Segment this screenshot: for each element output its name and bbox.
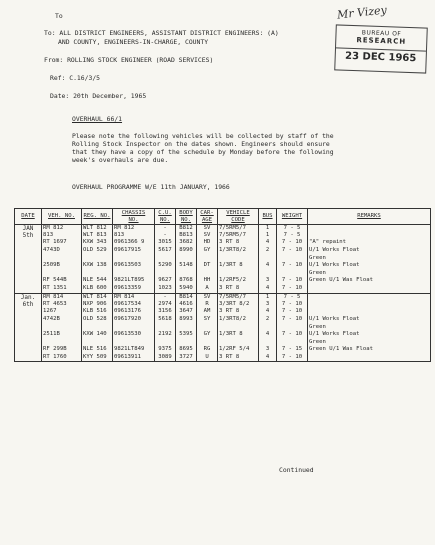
cell-chassis-no: 813	[113, 232, 155, 239]
cell-remarks: U/1 Works Float	[308, 316, 431, 324]
recipients-line-1: To: ALL DISTRICT ENGINEERS, ASSISTANT DISTRICT ENGINEERS: (A)	[44, 29, 279, 37]
cell-carriage: GY	[197, 247, 218, 255]
cell-bus: 1	[259, 225, 277, 233]
cell-cu-no: 3089	[155, 354, 176, 362]
cell-weight	[277, 339, 308, 346]
header-vehicle-code: VEHICLE CODE	[218, 209, 259, 225]
body-paragraph-line-1: Please note the following vehicles will be collected by staff of the	[72, 132, 334, 140]
cell-cu-no: -	[155, 293, 176, 301]
cell-bus: 1	[259, 232, 277, 239]
table-row	[15, 324, 431, 331]
cell-remarks	[308, 232, 431, 239]
cell-carriage: U	[197, 354, 218, 362]
cell-vehicle-no	[42, 255, 82, 262]
cell-reg-no: OLD 528	[82, 316, 113, 324]
cell-reg-no	[82, 255, 113, 262]
cell-weight	[277, 270, 308, 277]
cell-bus: 4	[259, 285, 277, 293]
cell-remarks: U/1 Works Float	[308, 331, 431, 339]
cell-body-no	[176, 339, 197, 346]
cell-chassis-no	[113, 324, 155, 331]
cell-bus	[259, 255, 277, 262]
cell-cu-no: 3015	[155, 239, 176, 247]
cell-weight: 7 - 5	[277, 232, 308, 239]
cell-body-no: 3682	[176, 239, 197, 247]
cell-remarks: "A" repaint	[308, 239, 431, 247]
cell-carriage: HD	[197, 239, 218, 247]
cell-body-no	[176, 255, 197, 262]
cell-reg-no: KLB 600	[82, 285, 113, 293]
cell-vehicle-no	[42, 324, 82, 331]
cell-chassis-no: 09613911	[113, 354, 155, 362]
table-row	[15, 346, 431, 354]
cell-cu-no: 5617	[155, 247, 176, 255]
cell-bus: 2	[259, 316, 277, 324]
cell-body-no	[176, 324, 197, 331]
cell-carriage: GY	[197, 331, 218, 339]
cell-cu-no: 3156	[155, 308, 176, 316]
cell-body-no: B813	[176, 232, 197, 239]
cell-carriage: SV	[197, 293, 218, 301]
cell-body-no: B812	[176, 225, 197, 233]
cell-bus: 4	[259, 308, 277, 316]
table-row	[15, 308, 431, 316]
table-row	[15, 316, 431, 324]
cell-chassis-no: 09613359	[113, 285, 155, 293]
cell-remarks	[308, 285, 431, 293]
cell-body-no: 8695	[176, 346, 197, 354]
stamp-line-2: RESEARCH	[356, 36, 407, 46]
cell-weight: 7 - 5	[277, 293, 308, 301]
cell-bus: 3	[259, 277, 277, 285]
programme-title: OVERHAUL PROGRAMME W/E 11th JANUARY, 1966	[72, 183, 230, 191]
cell-chassis-no: 09617534	[113, 301, 155, 308]
cell-body-no: 8990	[176, 247, 197, 255]
cell-remarks: Green	[308, 255, 431, 262]
cell-weight	[277, 255, 308, 262]
cell-carriage	[197, 324, 218, 331]
cell-reg-no	[82, 324, 113, 331]
cell-vehicle-no	[42, 339, 82, 346]
cell-weight: 7 - 5	[277, 225, 308, 233]
cell-body-no: 4616	[176, 301, 197, 308]
cell-remarks: U/1 Works Float	[308, 262, 431, 270]
cell-vehicle-code: 3 RT 8	[218, 239, 259, 247]
cell-body-no	[176, 270, 197, 277]
table-row	[15, 339, 431, 346]
table-row	[15, 354, 431, 362]
cell-carriage	[197, 255, 218, 262]
cell-chassis-no: 9821LT895	[113, 277, 155, 285]
header-vehicle-no: VEH. NO.	[42, 209, 82, 225]
to-top-label: To	[55, 12, 63, 20]
cell-bus: 3	[259, 301, 277, 308]
cell-vehicle-no: 2511B	[42, 331, 82, 339]
cell-weight: 7 - 10	[277, 354, 308, 362]
cell-weight: 7 - 10	[277, 331, 308, 339]
cell-body-no: 5148	[176, 262, 197, 270]
cell-vehicle-code: 1/3RT 8	[218, 331, 259, 339]
cell-cu-no: 1023	[155, 285, 176, 293]
cell-vehicle-no: RM 814	[42, 293, 82, 301]
cell-remarks	[308, 293, 431, 301]
cell-bus: 4	[259, 354, 277, 362]
cell-body-no: 5395	[176, 331, 197, 339]
table-row	[15, 239, 431, 247]
cell-vehicle-code: 7/5RM5/7	[218, 232, 259, 239]
cell-vehicle-no: RT 1351	[42, 285, 82, 293]
cell-vehicle-no: 4743D	[42, 247, 82, 255]
cell-carriage	[197, 339, 218, 346]
cell-vehicle-code	[218, 324, 259, 331]
body-paragraph-line-2: Rolling Stock Inspector on the dates shown. Engineers should ensure	[72, 140, 330, 148]
cell-chassis-no	[113, 339, 155, 346]
cell-weight: 7 - 10	[277, 301, 308, 308]
cell-vehicle-no: 1267	[42, 308, 82, 316]
cell-reg-no: KLB 516	[82, 308, 113, 316]
cell-chassis-no: RM 814	[113, 293, 155, 301]
cell-vehicle-no: RT 1697	[42, 239, 82, 247]
cell-carriage: R	[197, 301, 218, 308]
cell-bus: 4	[259, 331, 277, 339]
cell-vehicle-no: 813	[42, 232, 82, 239]
cell-vehicle-code: 1/3RT8/2	[218, 316, 259, 324]
table-row	[15, 232, 431, 239]
header-cu-no: C.U. NO.	[155, 209, 176, 225]
cell-vehicle-code: 7/5RM5/7	[218, 293, 259, 301]
cell-chassis-no: 09613176	[113, 308, 155, 316]
cell-bus	[259, 270, 277, 277]
recipients-line-2: AND COUNTY, ENGINEERS-IN-CHARGE, COUNTY	[58, 38, 209, 46]
cell-reg-no: NXP 906	[82, 301, 113, 308]
cell-cu-no: -	[155, 225, 176, 233]
cell-vehicle-no: RT 4653	[42, 301, 82, 308]
cell-carriage: SY	[197, 316, 218, 324]
cell-carriage: SV	[197, 225, 218, 233]
cell-remarks	[308, 308, 431, 316]
ref-line: Ref: C.16/3/5	[50, 74, 101, 82]
cell-date: Jan. 6th	[15, 293, 42, 362]
cell-remarks	[308, 225, 431, 233]
cell-chassis-no	[113, 255, 155, 262]
stamp-line-1: BUREAU OF	[361, 29, 402, 38]
cell-reg-no: NLE 544	[82, 277, 113, 285]
cell-body-no: 8993	[176, 316, 197, 324]
cell-vehicle-code	[218, 270, 259, 277]
overhaul-heading: OVERHAUL 66/1	[72, 115, 123, 123]
table-row	[15, 247, 431, 255]
cell-vehicle-code: 3 RT 8	[218, 354, 259, 362]
header-reg-no: REG. NO.	[82, 209, 113, 225]
header-weight: WEIGHT	[277, 209, 308, 225]
cell-bus: 1	[259, 293, 277, 301]
cell-reg-no: KXW 343	[82, 239, 113, 247]
cell-carriage: A	[197, 285, 218, 293]
table-row	[15, 225, 431, 233]
table-row	[15, 255, 431, 262]
cell-chassis-no: 09613503	[113, 262, 155, 270]
cell-vehicle-no: RM 812	[42, 225, 82, 233]
cell-remarks: Green	[308, 324, 431, 331]
received-stamp	[334, 24, 428, 73]
cell-vehicle-no: RT 1760	[42, 354, 82, 362]
cell-vehicle-code: 1/3RT8/2	[218, 247, 259, 255]
cell-weight: 7 - 10	[277, 262, 308, 270]
cell-bus: 4	[259, 239, 277, 247]
header-body-no: BODY NO.	[176, 209, 197, 225]
stamp-date: 23 DEC 1965	[336, 47, 426, 64]
cell-vehicle-no: 2509B	[42, 262, 82, 270]
cell-body-no: 8768	[176, 277, 197, 285]
cell-carriage: RG	[197, 346, 218, 354]
cell-body-no: 3727	[176, 354, 197, 362]
cell-remarks: U/1 Works Float	[308, 247, 431, 255]
cell-weight	[277, 324, 308, 331]
cell-reg-no: OLD 529	[82, 247, 113, 255]
cell-vehicle-no	[42, 270, 82, 277]
cell-chassis-no	[113, 270, 155, 277]
cell-reg-no	[82, 339, 113, 346]
cell-remarks: Green	[308, 270, 431, 277]
cell-bus	[259, 324, 277, 331]
header-date: DATE	[15, 209, 42, 225]
date-line: Date: 20th December, 1965	[50, 92, 147, 100]
cell-chassis-no: 09617915	[113, 247, 155, 255]
cell-weight: 7 - 10	[277, 277, 308, 285]
cell-cu-no	[155, 270, 176, 277]
cell-body-no: 3647	[176, 308, 197, 316]
header-bus: BUS	[259, 209, 277, 225]
cell-body-no: 5940	[176, 285, 197, 293]
cell-remarks	[308, 354, 431, 362]
cell-body-no: B814	[176, 293, 197, 301]
cell-cu-no: 5618	[155, 316, 176, 324]
cell-vehicle-code: 7/5RM5/7	[218, 225, 259, 233]
from-line: From: ROLLING STOCK ENGINEER (ROAD SERVICES)	[44, 56, 214, 64]
cell-cu-no	[155, 339, 176, 346]
cell-remarks: Green U/1 Was Float	[308, 277, 431, 285]
cell-vehicle-code: 1/2RF 5/4	[218, 346, 259, 354]
body-paragraph-line-4: week's overhauls are due.	[72, 156, 169, 164]
table-row	[15, 293, 431, 301]
cell-vehicle-code: 3 RT 8	[218, 308, 259, 316]
cell-bus: 2	[259, 247, 277, 255]
table-row	[15, 262, 431, 270]
cell-vehicle-code	[218, 339, 259, 346]
cell-weight: 7 - 10	[277, 239, 308, 247]
cell-cu-no: 2192	[155, 331, 176, 339]
table-row	[15, 331, 431, 339]
table-row	[15, 301, 431, 308]
handwritten-signature: Mr Vizey	[336, 3, 388, 22]
cell-cu-no: 9627	[155, 277, 176, 285]
cell-reg-no: WLT 812	[82, 225, 113, 233]
cell-vehicle-code: 3/3RT 8/2	[218, 301, 259, 308]
cell-vehicle-no: 4742B	[42, 316, 82, 324]
schedule-body	[15, 225, 431, 362]
table-row	[15, 277, 431, 285]
header-carriage: CAR- AGE	[197, 209, 218, 225]
cell-reg-no: WLT 814	[82, 293, 113, 301]
cell-chassis-no: 9821LT849	[113, 346, 155, 354]
cell-reg-no: KYY 509	[82, 354, 113, 362]
cell-vehicle-code	[218, 255, 259, 262]
cell-reg-no: NLE 516	[82, 346, 113, 354]
table-header-row	[15, 209, 431, 225]
cell-vehicle-code: 1/2RF5/2	[218, 277, 259, 285]
cell-remarks: Green	[308, 339, 431, 346]
cell-cu-no	[155, 255, 176, 262]
cell-weight: 7 - 15	[277, 346, 308, 354]
header-remarks: REMARKS	[308, 209, 431, 225]
cell-carriage: SV	[197, 232, 218, 239]
cell-cu-no: -	[155, 232, 176, 239]
cell-remarks	[308, 301, 431, 308]
cell-carriage: AM	[197, 308, 218, 316]
header-chassis-no: CHASSIS NO.	[113, 209, 155, 225]
table-row	[15, 285, 431, 293]
overhaul-schedule-table	[14, 208, 431, 362]
cell-reg-no	[82, 270, 113, 277]
cell-vehicle-no: RF 544B	[42, 277, 82, 285]
cell-chassis-no: 09617920	[113, 316, 155, 324]
cell-weight: 7 - 10	[277, 316, 308, 324]
table-row	[15, 270, 431, 277]
continued-note: Continued	[279, 466, 314, 474]
cell-vehicle-code: 1/3RT 8	[218, 262, 259, 270]
cell-reg-no: KXW 138	[82, 262, 113, 270]
cell-bus: 3	[259, 346, 277, 354]
cell-carriage: HH	[197, 277, 218, 285]
cell-remarks: Green U/1 Was Float	[308, 346, 431, 354]
cell-bus	[259, 339, 277, 346]
cell-carriage: DT	[197, 262, 218, 270]
cell-weight: 7 - 10	[277, 308, 308, 316]
cell-date: JAN 5th	[15, 225, 42, 294]
cell-cu-no: 2974	[155, 301, 176, 308]
cell-vehicle-code: 3 RT 8	[218, 285, 259, 293]
cell-cu-no: 9375	[155, 346, 176, 354]
cell-weight: 7 - 10	[277, 285, 308, 293]
cell-bus: 4	[259, 262, 277, 270]
cell-vehicle-no: RF 299B	[42, 346, 82, 354]
cell-chassis-no: 0961366 9	[113, 239, 155, 247]
cell-chassis-no: RM 812	[113, 225, 155, 233]
cell-weight: 7 - 10	[277, 247, 308, 255]
cell-cu-no: 5290	[155, 262, 176, 270]
cell-chassis-no: 09613530	[113, 331, 155, 339]
cell-reg-no: KXW 140	[82, 331, 113, 339]
cell-carriage	[197, 270, 218, 277]
cell-cu-no	[155, 324, 176, 331]
cell-reg-no: WLT 813	[82, 232, 113, 239]
body-paragraph-line-3: that they have a copy of the schedule by Monday before the following	[72, 148, 334, 156]
